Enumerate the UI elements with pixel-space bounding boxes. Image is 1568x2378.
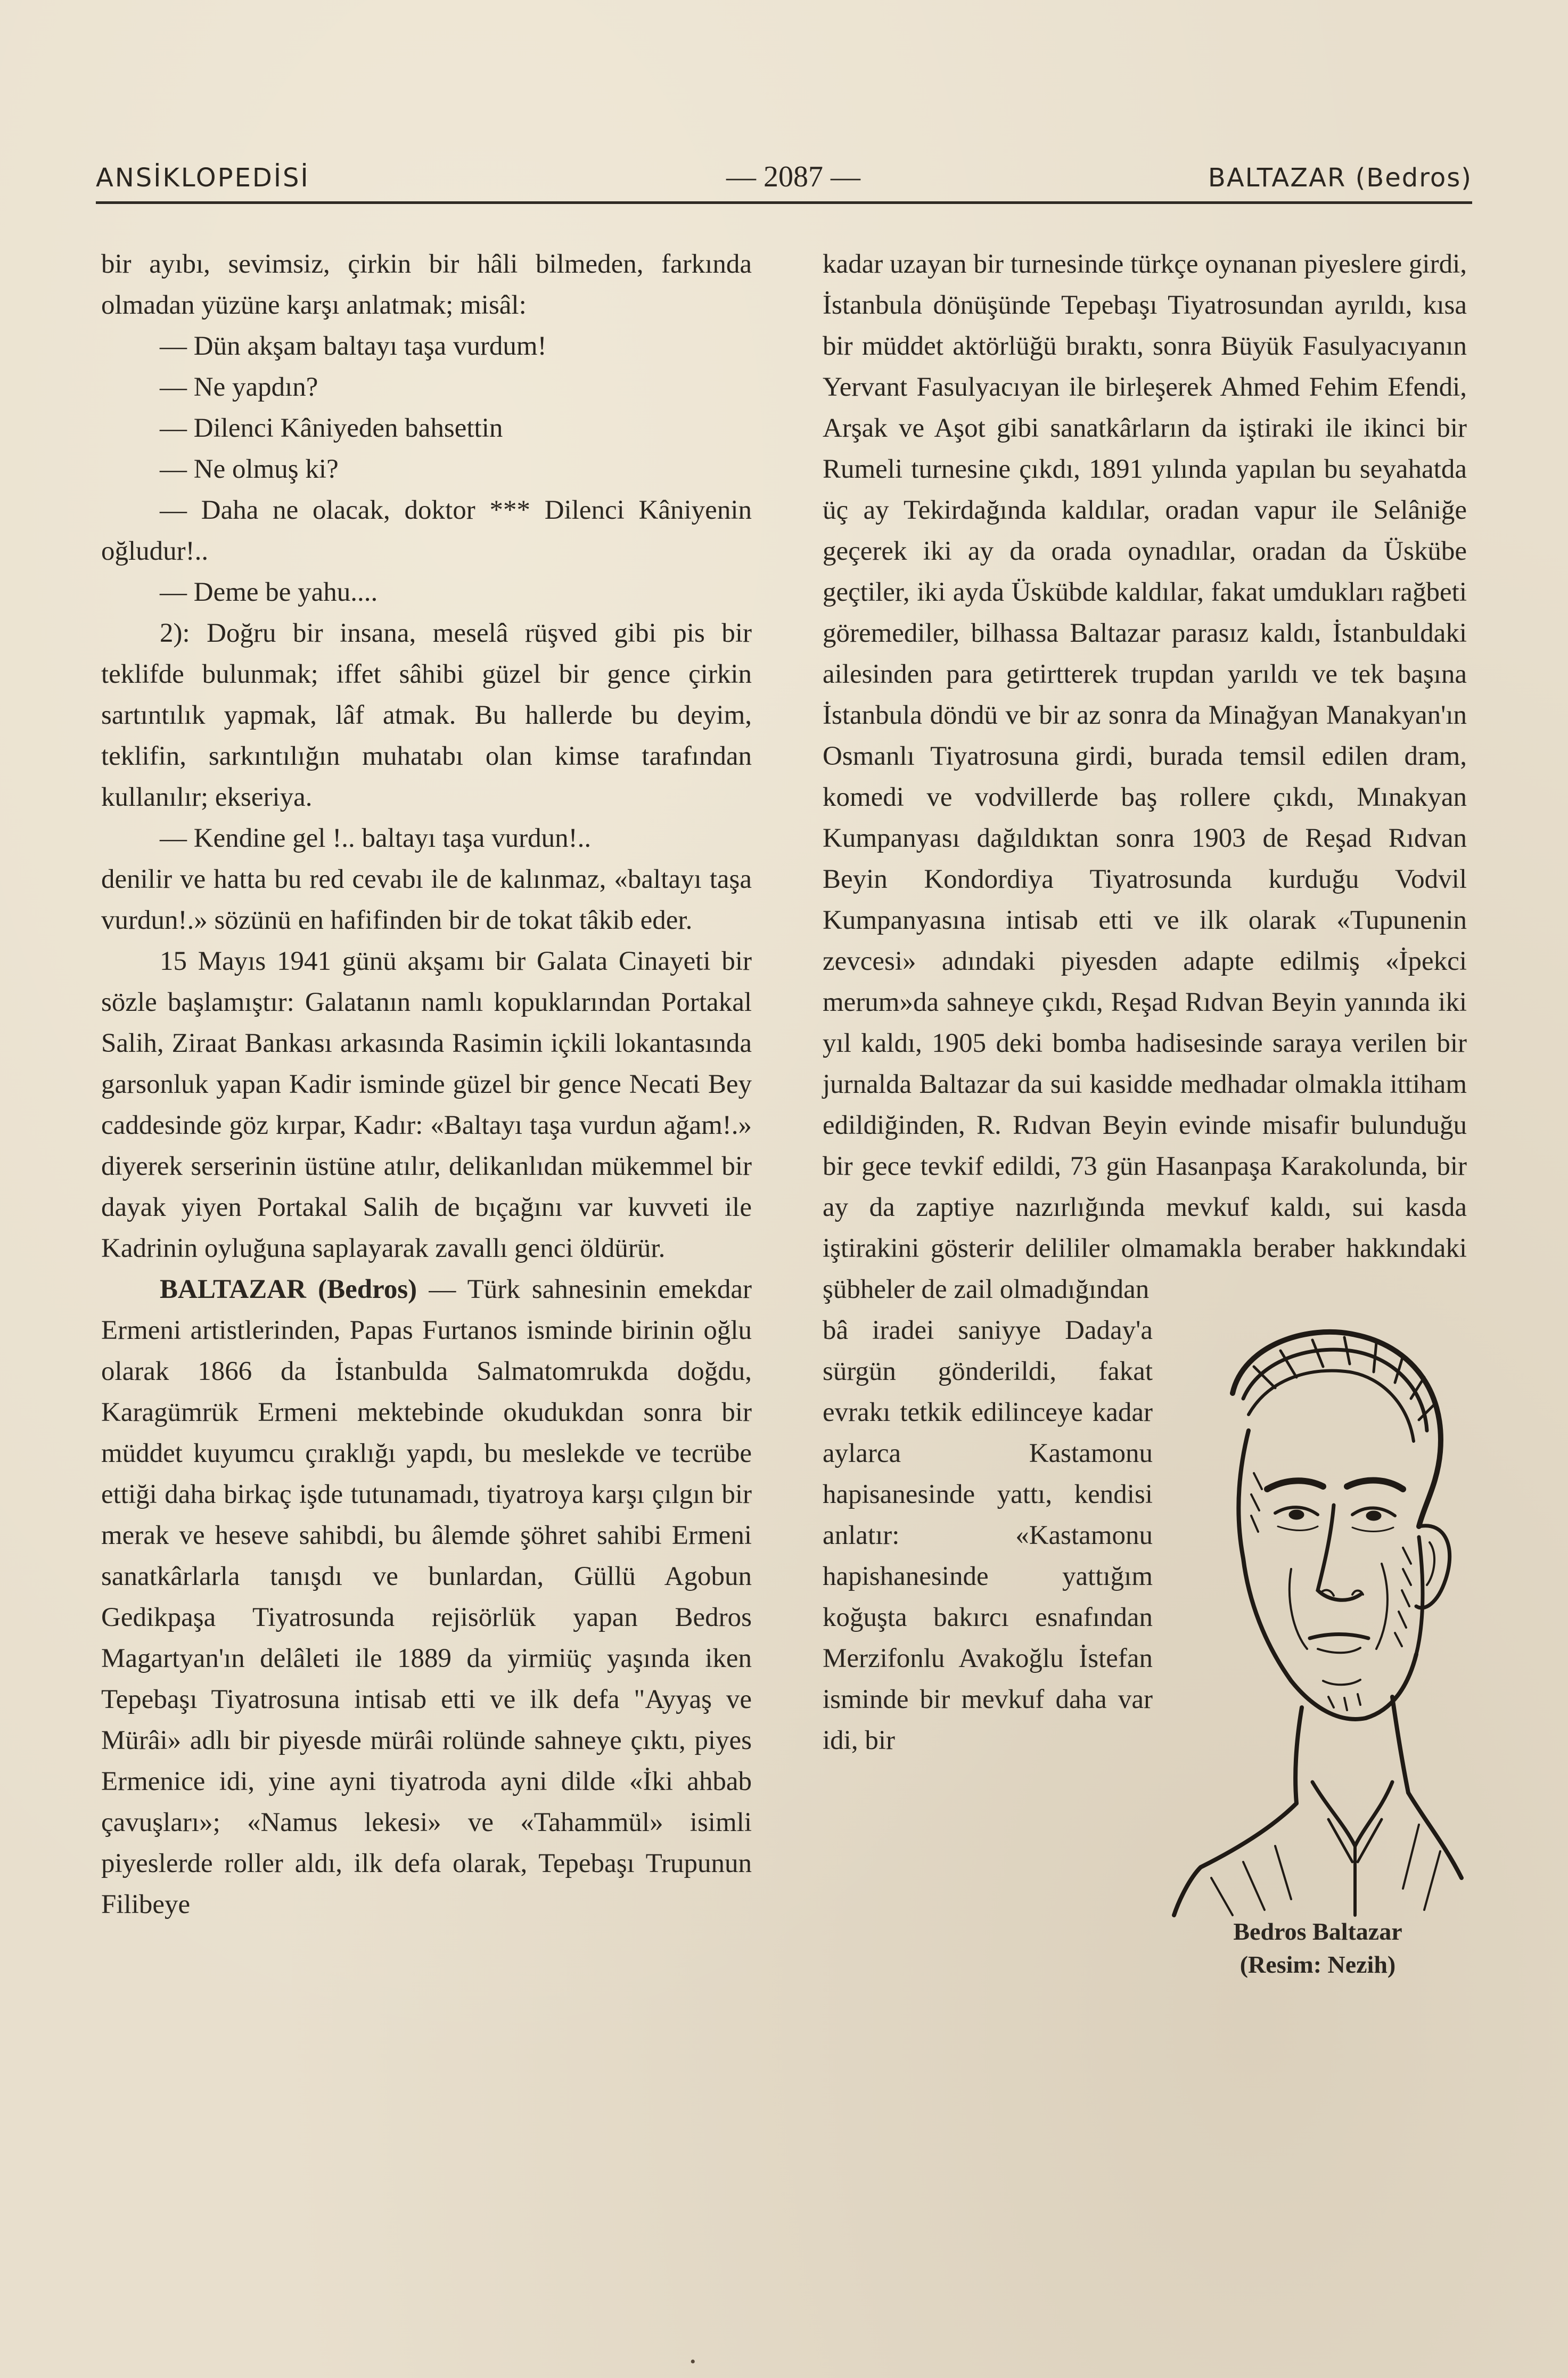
right-column xyxy=(823,244,1467,2006)
portrait-figure xyxy=(1169,1313,1467,2006)
dialogue-line: — Dilenci Kâniyeden bahsettin xyxy=(160,413,503,443)
entry-paragraph xyxy=(101,1269,752,1925)
paragraph: denilir ve hatta bu red cevabı ile de kalınmaz, «baltayı taşa vurdun!.» sözünü en hafifinden bir de tokat tâkib eder. xyxy=(101,864,752,935)
paragraph: bâ iradei saniyye Daday'a sürgün gönderildi, fakat evrakı tetkik edilinceye kadar aylarca Kastamonu hapisanesinde yattı, kendisi anlatır: «Kastamonu hapishanesinde yattığım koğuşta bakırcı esnafından Merzifonlu Avakoğlu İstefan isminde bir mevkuf daha var idi, bir xyxy=(823,1315,1153,1755)
paragraph: kadar uzayan bir turnesinde türkçe oynanan piyeslere girdi, İstanbula dönüşünde Tepebaşı Tiyatrosundan ayrıldı, kısa bir müddet aktörlüğü bıraktı, sonra Büyük Fasulyacıyanın Yervant Fasulyacıyan ile birleşerek Ahmed Fehim Efendi, Arşak ve Aşot gibi sanatkârların da iştiraki ile ikinci bir Rumeli turnesine çıkdı, 1891 yılında yapılan bu seyahatda üç ay Tekirdağında kaldılar, oradan vapur ile Selâniğe geçerek iki ay da orada oynadılar, oradan da Üskübe geçtiler, iki ayda Üskübde kaldılar, fakat umdukları rağbeti göremediler, bilhassa Baltazar parasız kaldı, İstanbuldaki ailesinden para getirtterek trupdan yarıldı ve tek başına İstanbula döndü ve bir az sonra da Minağyan Manakyan'ın Osmanlı Tiyatrosuna girdi, burada temsil edilen dram, komedi ve vodvillerde baş rollere çıkdı, Mınakyan Kumpanyası dağıldıktan sonra 1903 de Reşad Rıdvan Beyin Kondordiya Tiyatrosunda kurduğu Vodvil Kumpanyasına intisab etti ve ilk olarak «Tupunenin zevcesi» adındaki piyesden adapte edilmiş «İpekci merum»da sahneye çıkdı, Reşad Rıdvan Beyin yanında iki yıl kaldı, 1905 deki bomba hadisesinde saraya verilen bir jurnalda Baltazar da sui kasidde medhadar olmakla ittiham edildiğinden, R. Rıdvan Beyin evinde misafir bulunduğu bir gece tevkif edildi, 73 gün Hasanpaşa Karakolunda, bir ay da zaptiye nazırlığında mevkuf kaldı, sui kasda iştirakini gösterir delililer olmamakla beraber hakkındaki şübheler de zail olmadığından xyxy=(823,249,1467,1304)
paragraph: bir ayıbı, sevimsiz, çirkin bir hâli bilmeden, farkında olmadan yüzüne karşı anlatmak; misâl: xyxy=(101,249,752,320)
dialogue-line: — Dün akşam baltayı taşa vurdum! xyxy=(160,331,547,361)
running-head-left: ANSİKLOPEDİSİ xyxy=(96,163,310,193)
caption-credit: (Resim: Nezih) xyxy=(1239,1951,1396,1978)
portrait-drawing-icon xyxy=(1169,1313,1467,1921)
running-head-right: BALTAZAR (Bedros) xyxy=(1208,163,1472,193)
header-rule xyxy=(96,201,1472,204)
entry-heading: BALTAZAR (Bedros) xyxy=(160,1274,417,1304)
dialogue-line: — Ne olmuş ki? xyxy=(160,454,339,484)
footer-dot: • xyxy=(690,2353,696,2371)
dialogue-line: — Ne yapdın? xyxy=(160,372,318,402)
dialogue-line: — Kendine gel !.. baltayı taşa vurdun!.. xyxy=(160,823,592,853)
page-number: — 2087 — xyxy=(726,160,860,193)
paragraph: 15 Mayıs 1941 günü akşamı bir Galata Cinayeti bir sözle başlamıştır: Galatanın namlı kopuklarından Portakal Salih, Ziraat Bankası arkasında Rasimin içkili lokantasında garsonluk yapan Kadir isminde güzel bir gence Necati Bey caddesinde göz kırpar, Kadır: «Baltayı taşa vurdun ağam!.» diyerek serserinin üstüne atılır, delikanlıdan mükemmel bir dayak yiyen Portakal Salih de bıçağını var kuvveti ile Kadrinin oyluğuna saplayarak zavallı genci öldürür. xyxy=(101,946,752,1263)
entry-text: — Türk sahnesinin emekdar Ermeni artistlerinden, Papas Furtanos isminde birinin oğlu olarak 1866 da İstanbulda Salmatomrukda doğdu, Karagümrük Ermeni mektebinde okudukdan sonra bir müddet kuyumcu çıraklığı yapdı, bu meslekde ve tecrübe ettiği daha birkaç işde tutunamadı, tiyatroya karşı çılgın bir merak ve heseve sahibdi, bu âlemde şöhret sahibi Ermeni sanatkârlarla tanışdı ve bunlardan, Güllü Agobun Gedikpaşa Tiyatrosunda rejisörlük yapan Bedros Magartyan'ın delâleti ile 1889 da yirmiüç yaşında iken Tepebaşı Tiyatrosuna intisab etti ve ilk defa "Ayyaş ve Mürâi» adlı bir piyesde mürâi rolünde sahneye çıktı, piyes Ermenice idi, yine ayni tiyatroda ayni dilde «İki ahbab çavuşları»; «Namus lekesi» ve «Tahammül» isimli piyeslerde roller aldı, ilk defa olarak, Tepebaşı Trupunun Filibeye xyxy=(101,1274,752,1919)
page-header xyxy=(96,154,1472,202)
paragraph: 2): Doğru bir insana, meselâ rüşved gibi pis bir teklifde bulunmak; iffet sâhibi güzel bir gence çirkin sartıntılık yapmak, lâf atmak. Bu hallerde bu deyim, teklifin, sarkıntılığın muhatabı olan kimse tarafından kullanılır; ekseriya. xyxy=(101,618,752,812)
dialogue-line: — Deme be yahu.... xyxy=(160,577,378,607)
caption-name: Bedros Baltazar xyxy=(1233,1918,1402,1945)
left-column xyxy=(101,244,752,1925)
dialogue-line: — Daha ne olacak, doktor *** Dilenci Kâniyenin oğludur!.. xyxy=(101,495,752,566)
figure-caption xyxy=(1169,1915,1467,1981)
